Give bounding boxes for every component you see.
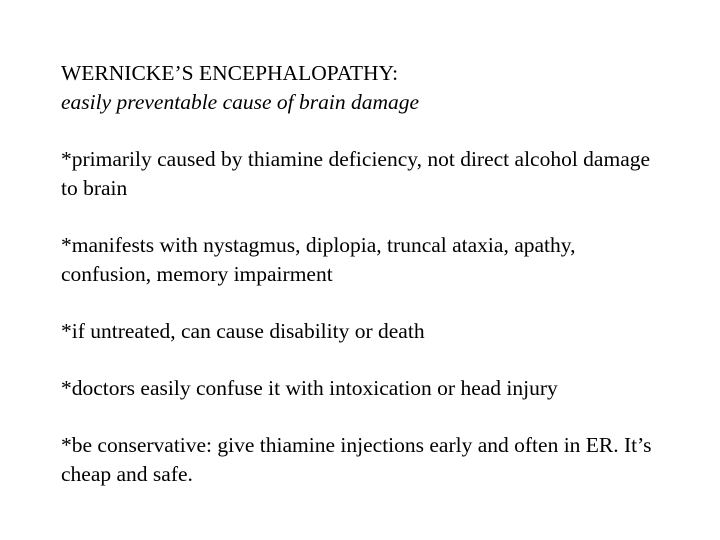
bullet-point-cause: *primarily caused by thiamine deficiency, not direct alcohol damage to brain xyxy=(61,147,651,200)
slide-subtitle: easily preventable cause of brain damage xyxy=(61,90,420,114)
bullet-point-outcome: *if untreated, can cause disability or death xyxy=(61,319,425,343)
bullet-point-symptoms: *manifests with nystagmus, diplopia, truncal ataxia, apathy, confusion, memory impairment xyxy=(61,233,576,286)
bullet-point-treatment: *be conservative: give thiamine injections early and often in ER. It’s cheap and safe. xyxy=(61,433,652,486)
bullet-point-misdiagnosis: *doctors easily confuse it with intoxication or head injury xyxy=(61,376,558,400)
slide-content xyxy=(61,59,671,489)
slide-title: WERNICKE’S ENCEPHALOPATHY: xyxy=(61,61,399,85)
